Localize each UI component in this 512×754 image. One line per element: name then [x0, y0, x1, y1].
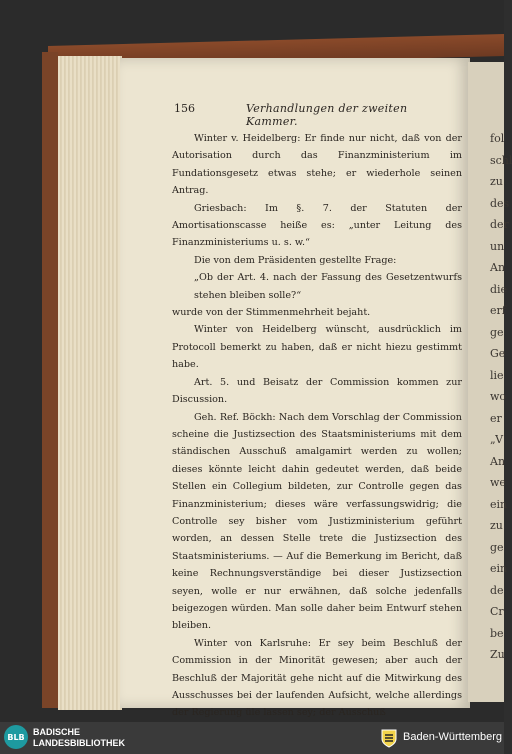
paragraph: Winter von Karlsruhe: Er sey beim Beschluß der Commission in der Minorität gewesen; aber auch der Beschluß der Majorität gehe nicht auf die Mitwirkung des Ausschusses bei der laufenden Aufsicht, welche allerdings der Regierung üle lassen sey; der Ausschuß: [172, 637, 462, 719]
facing-page-fragment: un: [490, 239, 505, 253]
page-edges: [58, 56, 122, 710]
facing-page-fragment: be: [490, 626, 504, 640]
library-name-line2: LANDESBIBLIOTHEK: [33, 738, 125, 748]
facing-page-fragment: schl: [490, 153, 512, 167]
book-spine: [42, 52, 58, 708]
facing-page-fragment: fol: [490, 132, 505, 145]
page-header: [174, 102, 459, 128]
paragraph: Art. 5. und Beisatz der Commission kommen zur Discussion.: [172, 376, 462, 406]
book-page: [120, 58, 470, 719]
facing-page-fragment: ein: [490, 562, 508, 575]
paragraph: Die von dem Präsidenten gestellte Frage:: [194, 254, 397, 266]
running-head: Verhandlungen der zweiten Kammer.: [246, 102, 408, 128]
facing-page-fragment: ge: [490, 540, 504, 554]
facing-page-fragment: erf: [490, 304, 506, 317]
paragraph: Geh. Ref. Böckh: Nach dem Vorschlag der Commission scheine die Justizsection des Staatsministeriums mit dem ständischen Ausschuß amalgamirt werden zu wollen; dieses könnte leicht dahin gedeutet werden, daß beide Stellen ein Collegium bildeten, zur Controlle gegen das Finanzministerium; dieses wäre verfassungswidrig; die Controlle sey bisher vom Justizministerium geführt worden, an dessen Stelle trete die Justizsection des Staatsministeriums. — Auf die Bemerkung im Bericht, daß keine Rechnungsverständige bei dieser Justizsection seyen, wolle er nur erwähnen, daß solche jedenfalls beigezogen würden. Man solle daher beim Entwurf stehen bleiben.: [172, 411, 462, 632]
page-number: 156: [174, 102, 195, 115]
facing-page-fragment: An: [490, 454, 506, 468]
facing-page-fragment: ge: [490, 325, 504, 339]
facing-page-fragment: de: [490, 583, 504, 597]
facing-page-fragment: zu: [490, 175, 503, 188]
facing-page-fragment: An: [490, 261, 506, 274]
facing-page-fragment: zu: [490, 519, 503, 532]
blb-logo-icon[interactable]: BLB: [4, 725, 28, 749]
page-body: [172, 130, 462, 722]
facing-page-fragment: er: [490, 411, 502, 425]
facing-page-fragment: lie: [490, 368, 504, 382]
facing-page-fragment: Cr: [490, 605, 504, 618]
paragraph: Winter von Heidelberg wünscht, ausdrücklich im Protocoll bemerkt zu haben, daß er nicht hiezu gestimmt habe.: [172, 324, 462, 371]
facing-page-fragment: we: [490, 476, 506, 489]
facing-page-fragment: Ge: [490, 347, 506, 360]
paragraph: Winter v. Heidelberg: Er finde nur nicht, daß von der Autorisation durch das Finanzministerium im Fundationsgesetz etwas stehe; er wiederhole seinen Antrag.: [172, 133, 462, 197]
facing-page: [468, 62, 512, 702]
library-name-line1: BADISCHE: [33, 727, 81, 737]
facing-page-fragment: Zu: [490, 648, 505, 661]
paragraph: Griesbach: Im §. 7. der Statuten der Amortisationscasse heiße es: „unter Leitung des Finanzministeriums u. s. w.“: [172, 202, 462, 249]
facing-page-fragment: ein: [490, 497, 508, 511]
paragraph: „Ob der Art. 4. nach der Fassung des Gesetzentwurfs stehen bleiben solle?“: [194, 272, 462, 301]
facing-page-fragment: des: [490, 196, 510, 210]
facing-page-fragment: „V: [490, 433, 504, 446]
state-name[interactable]: Baden-Württemberg: [403, 731, 503, 743]
facing-page-fragment: die: [490, 282, 508, 296]
paragraph: wurde von der Stimmenmehrheit bejaht.: [172, 307, 371, 319]
state-coat-of-arms-icon[interactable]: [380, 728, 398, 748]
library-name[interactable]: [33, 727, 125, 749]
facing-page-fragment: der: [490, 218, 509, 231]
footer-bar: [0, 722, 504, 754]
facing-page-fragment: wo: [490, 390, 507, 403]
